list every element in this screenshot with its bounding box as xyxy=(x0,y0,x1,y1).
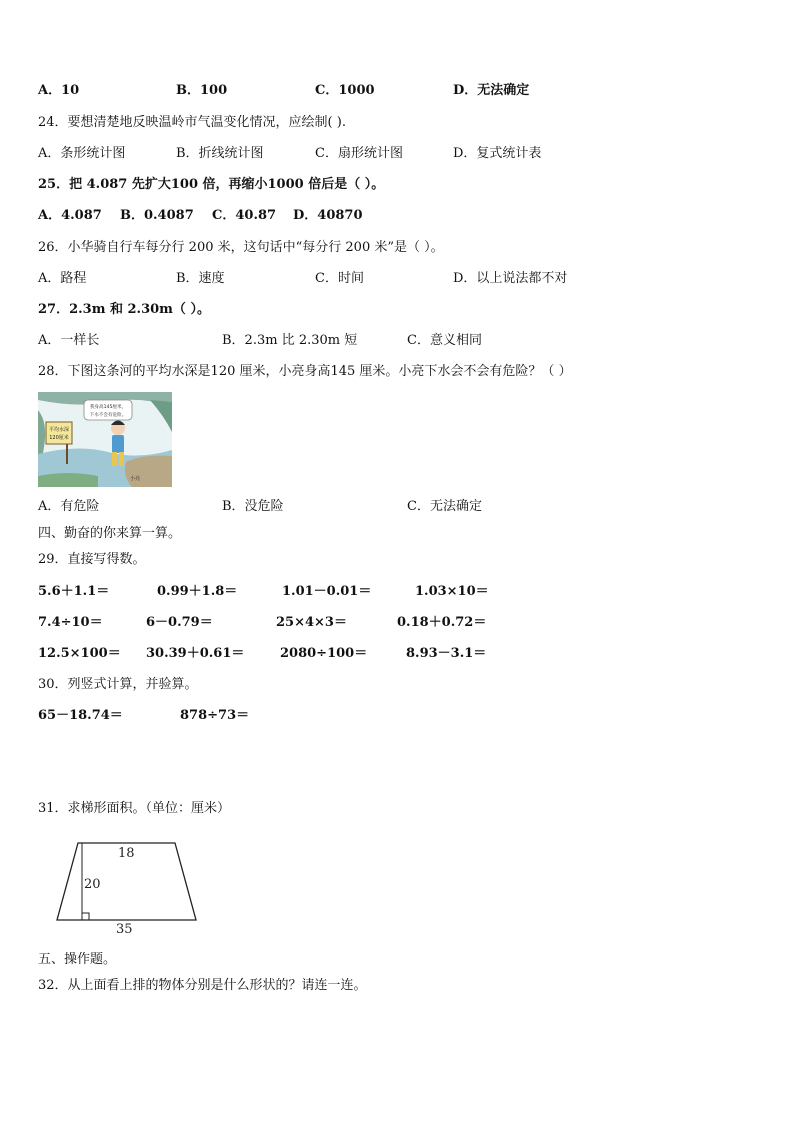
sign-text-2: 120厘米 xyxy=(49,435,69,441)
q32-stem: 32．从上面看上排的物体分别是什么形状的？请连一连。 xyxy=(38,978,367,993)
trapezoid-figure xyxy=(50,836,206,940)
q28-option-a: A．有危险 xyxy=(38,499,100,514)
q24-option-c: C．扇形统计图 xyxy=(315,146,403,161)
right-angle-mark xyxy=(82,913,89,920)
q29-r3-c1: 12.5×100＝ xyxy=(38,646,121,661)
q29-r3-c4: 8.93－3.1＝ xyxy=(406,646,487,661)
bubble-text-2: 下水不会有危险。 xyxy=(89,413,127,418)
q27-option-a: A．一样长 xyxy=(38,333,100,348)
q24-option-d: D．复式统计表 xyxy=(453,146,542,161)
bottom-base-label: 35 xyxy=(116,922,133,937)
q29-r3-c3: 2080÷100＝ xyxy=(280,646,368,661)
q27-option-c: C．意义相同 xyxy=(407,333,482,348)
q30-stem: 30．列竖式计算，并验算。 xyxy=(38,677,198,692)
boy-name-label: 小亮 xyxy=(130,476,141,482)
q29-r2-c4: 0.18＋0.72＝ xyxy=(397,615,487,630)
q27-stem: 27．2.3m 和 2.30m（ ）。 xyxy=(38,302,210,317)
boy-shirt xyxy=(112,435,124,453)
top-base-label: 18 xyxy=(118,846,135,861)
q24-option-b: B．折线统计图 xyxy=(176,146,264,161)
q28-option-c: C．无法确定 xyxy=(407,499,482,514)
q24-stem: 24．要想清楚地反映温岭市气温变化情况，应绘制( ). xyxy=(38,115,346,130)
river-scene-svg xyxy=(38,392,172,487)
q26-option-a: A．路程 xyxy=(38,271,87,286)
q24-option-a: A．条形统计图 xyxy=(38,146,126,161)
q25-option-c: C．40.87 xyxy=(212,208,277,223)
q31-stem: 31．求梯形面积。（单位：厘米） xyxy=(38,801,231,816)
sign-text-1: 平均水深 xyxy=(48,427,70,433)
q26-option-c: C．时间 xyxy=(315,271,364,286)
q28-river-illustration xyxy=(38,392,172,487)
q30-expression-2: 878÷73＝ xyxy=(180,708,250,723)
height-label: 20 xyxy=(84,877,101,892)
q25-stem: 25．把 4.087 先扩大100 倍，再缩小1000 倍后是（ ）。 xyxy=(38,177,385,192)
q28-option-b: B．没危险 xyxy=(222,499,284,514)
q23-option-b: B．100 xyxy=(176,83,228,98)
bubble-text-1: 我身高145厘米， xyxy=(89,405,127,410)
q23-option-a: A．10 xyxy=(38,83,80,98)
q29-r2-c3: 25×4×3＝ xyxy=(276,615,347,630)
q29-r1-c1: 5.6＋1.1＝ xyxy=(38,584,110,599)
boy-left-leg xyxy=(112,452,117,466)
q29-r1-c4: 1.03×10＝ xyxy=(415,584,489,599)
riverbank-rocks xyxy=(125,456,172,487)
q25-option-d: D．40870 xyxy=(293,208,363,223)
q29-stem: 29．直接写得数。 xyxy=(38,552,146,567)
section-4-heading: 四、勤奋的你来算一算。 xyxy=(38,526,182,541)
section-5-heading: 五、操作题。 xyxy=(38,952,117,967)
q25-option-a: A．4.087 xyxy=(38,208,102,223)
q25-option-b: B．0.4087 xyxy=(120,208,194,223)
front-grass xyxy=(38,473,98,487)
q23-option-d: D．无法确定 xyxy=(453,83,530,98)
trapezoid-svg xyxy=(50,836,206,940)
boy-right-leg xyxy=(119,452,124,466)
q26-stem: 26．小华骑自行车每分行 200 米，这句话中“每分行 200 米”是（ ）。 xyxy=(38,240,444,255)
sign-post xyxy=(66,442,68,464)
q29-r2-c1: 7.4÷10＝ xyxy=(38,615,103,630)
q27-option-b: B．2.3m 比 2.30m 短 xyxy=(222,333,358,348)
q29-r1-c2: 0.99＋1.8＝ xyxy=(157,584,238,599)
q29-r2-c2: 6－0.79＝ xyxy=(146,615,213,630)
q23-option-c: C．1000 xyxy=(315,83,375,98)
q26-option-d: D．以上说法都不对 xyxy=(453,271,568,286)
q28-stem: 28．下图这条河的平均水深是120 厘米，小亮身高145 厘米。小亮下水会不会有危险？（ ） xyxy=(38,364,572,379)
q30-expression-1: 65－18.74＝ xyxy=(38,708,123,723)
q26-option-b: B．速度 xyxy=(176,271,225,286)
q29-r1-c3: 1.01－0.01＝ xyxy=(282,584,372,599)
q29-r3-c2: 30.39＋0.61＝ xyxy=(146,646,245,661)
